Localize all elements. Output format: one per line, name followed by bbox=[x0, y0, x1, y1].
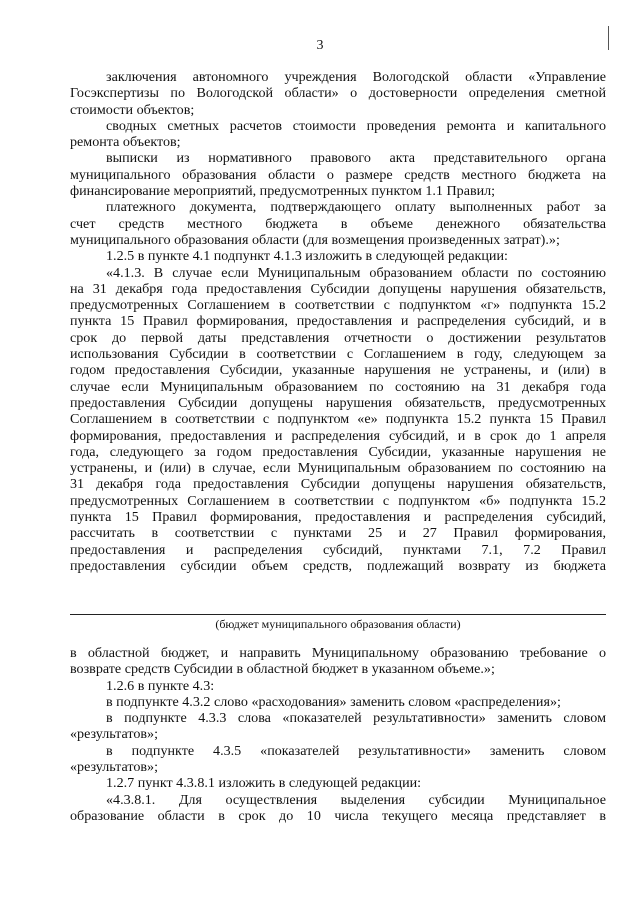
text-line: предоставления Субсидии допущены нарушения обязательств, предусмотренных bbox=[70, 394, 606, 411]
text-line: предоставления субсидии объем средств, подлежащий возврату из бюджета bbox=[70, 557, 606, 574]
text-line: 1.2.7 пункт 4.3.8.1 изложить в следующей редакции: bbox=[106, 775, 422, 792]
text-line: Соглашением в соответствии с подпунктом «е» подпункта 15.2 пункта 15 Правил bbox=[70, 411, 606, 428]
text-line: года, следующего за годом предоставления Субсидии, указанные нарушения не bbox=[70, 443, 606, 460]
text-line: случае если Муниципальным образованием по состоянию на 31 декабря года bbox=[70, 378, 606, 395]
text-line: возврате средств Субсидии в областной бюджет в указанном объеме.»; bbox=[70, 661, 495, 678]
text-line: устранены, и (или) в случае, если Муниципальным образованием по состоянию на bbox=[70, 460, 606, 477]
text-line: предоставления и распределения субсидий, пунктами 7.1, 7.2 Правил bbox=[70, 541, 606, 558]
text-line: рассчитать в соответствии с пунктами 25 и 27 Правил формирования, bbox=[70, 525, 606, 542]
text-line: 31 декабря года предоставления Субсидии допущены нарушения обязательств, bbox=[70, 476, 606, 493]
text-line: в подпункте 4.3.2 слово «расходования» заменить словом «распределения»; bbox=[106, 693, 561, 710]
text-line: заключения автономного учреждения Вологодской области «Управление bbox=[106, 69, 606, 85]
body-text-top bbox=[70, 69, 606, 574]
text-line: муниципального образования области о размере средств местного бюджета на bbox=[70, 166, 606, 183]
rule-caption: (бюджет муниципального образования области) bbox=[215, 617, 461, 631]
text-line: сводных сметных расчетов стоимости проведения ремонта и капитального bbox=[106, 117, 606, 134]
text-line: предусмотренных Соглашением в соответствии с подпунктом «б» подпункта 15.2 bbox=[70, 492, 606, 509]
text-line: «результатов»; bbox=[70, 759, 159, 776]
text-line: пункта 15 Правил формирования, предоставления и распределения субсидий, bbox=[70, 509, 606, 526]
text-line: годом предоставления Субсидии, указанные нарушения не устранены, и (или) в bbox=[70, 362, 606, 379]
text-line: в подпункте 4.3.3 слова «показателей результативности» заменить словом bbox=[106, 710, 606, 727]
text-line: выписки из нормативного правового акта представительного органа bbox=[106, 150, 606, 167]
page-number: 3 bbox=[316, 38, 324, 53]
text-line: платежного документа, подтверждающего оплату выполненных работ за bbox=[106, 199, 606, 216]
text-line: срок до первой даты представления отчетности о достижении результатов bbox=[70, 329, 606, 346]
text-line: 1.2.6 в пункте 4.3: bbox=[106, 677, 215, 694]
text-line: образование области в срок до 10 числа текущего месяца представляет в bbox=[70, 807, 606, 824]
text-line: 1.2.5 в пункте 4.1 подпункт 4.1.3 изложить в следующей редакции: bbox=[106, 248, 508, 265]
text-line: на 31 декабря года предоставления Субсидии допущены нарушения обязательств, bbox=[70, 280, 606, 297]
text-line: «4.3.8.1. Для осуществления выделения субсидии Муниципальное bbox=[106, 791, 606, 808]
body-text-bottom bbox=[70, 645, 606, 824]
text-line: ремонта объектов; bbox=[70, 134, 181, 151]
footnote-rule-block bbox=[70, 614, 606, 631]
text-line: формирования, предоставления и распределения субсидий, и в срок до 1 апреля bbox=[70, 427, 606, 444]
text-line: счет средств местного бюджета в объеме денежного обязательства bbox=[70, 215, 606, 232]
text-line: предусмотренных Соглашением в соответствии с подпунктом «г» подпункта 15.2 bbox=[70, 297, 606, 314]
margin-mark bbox=[608, 26, 609, 50]
text-line: финансирование мероприятий, предусмотренных пунктом 1.1 Правил; bbox=[70, 183, 496, 200]
text-line: «результатов»; bbox=[70, 726, 159, 743]
text-line: в подпункте 4.3.5 «показателей результативности» заменить словом bbox=[106, 742, 606, 759]
text-line: муниципального образования области (для возмещения произведенных затрат).»; bbox=[70, 231, 560, 248]
text-line: стоимости объектов; bbox=[70, 101, 195, 118]
text-line: «4.1.3. В случае если Муниципальным образованием области по состоянию bbox=[106, 264, 606, 281]
horizontal-rule bbox=[70, 614, 606, 615]
text-line: в областной бюджет, и направить Муниципальному образованию требование о bbox=[70, 645, 606, 661]
text-line: пункта 15 Правил формирования, предоставления и распределения субсидий, и в bbox=[70, 313, 606, 330]
text-line: использования Субсидии в соответствии с Соглашением в году, следующем за bbox=[70, 346, 606, 363]
text-line: Госэкспертизы по Вологодской области» о достоверности определения сметной bbox=[70, 85, 606, 102]
